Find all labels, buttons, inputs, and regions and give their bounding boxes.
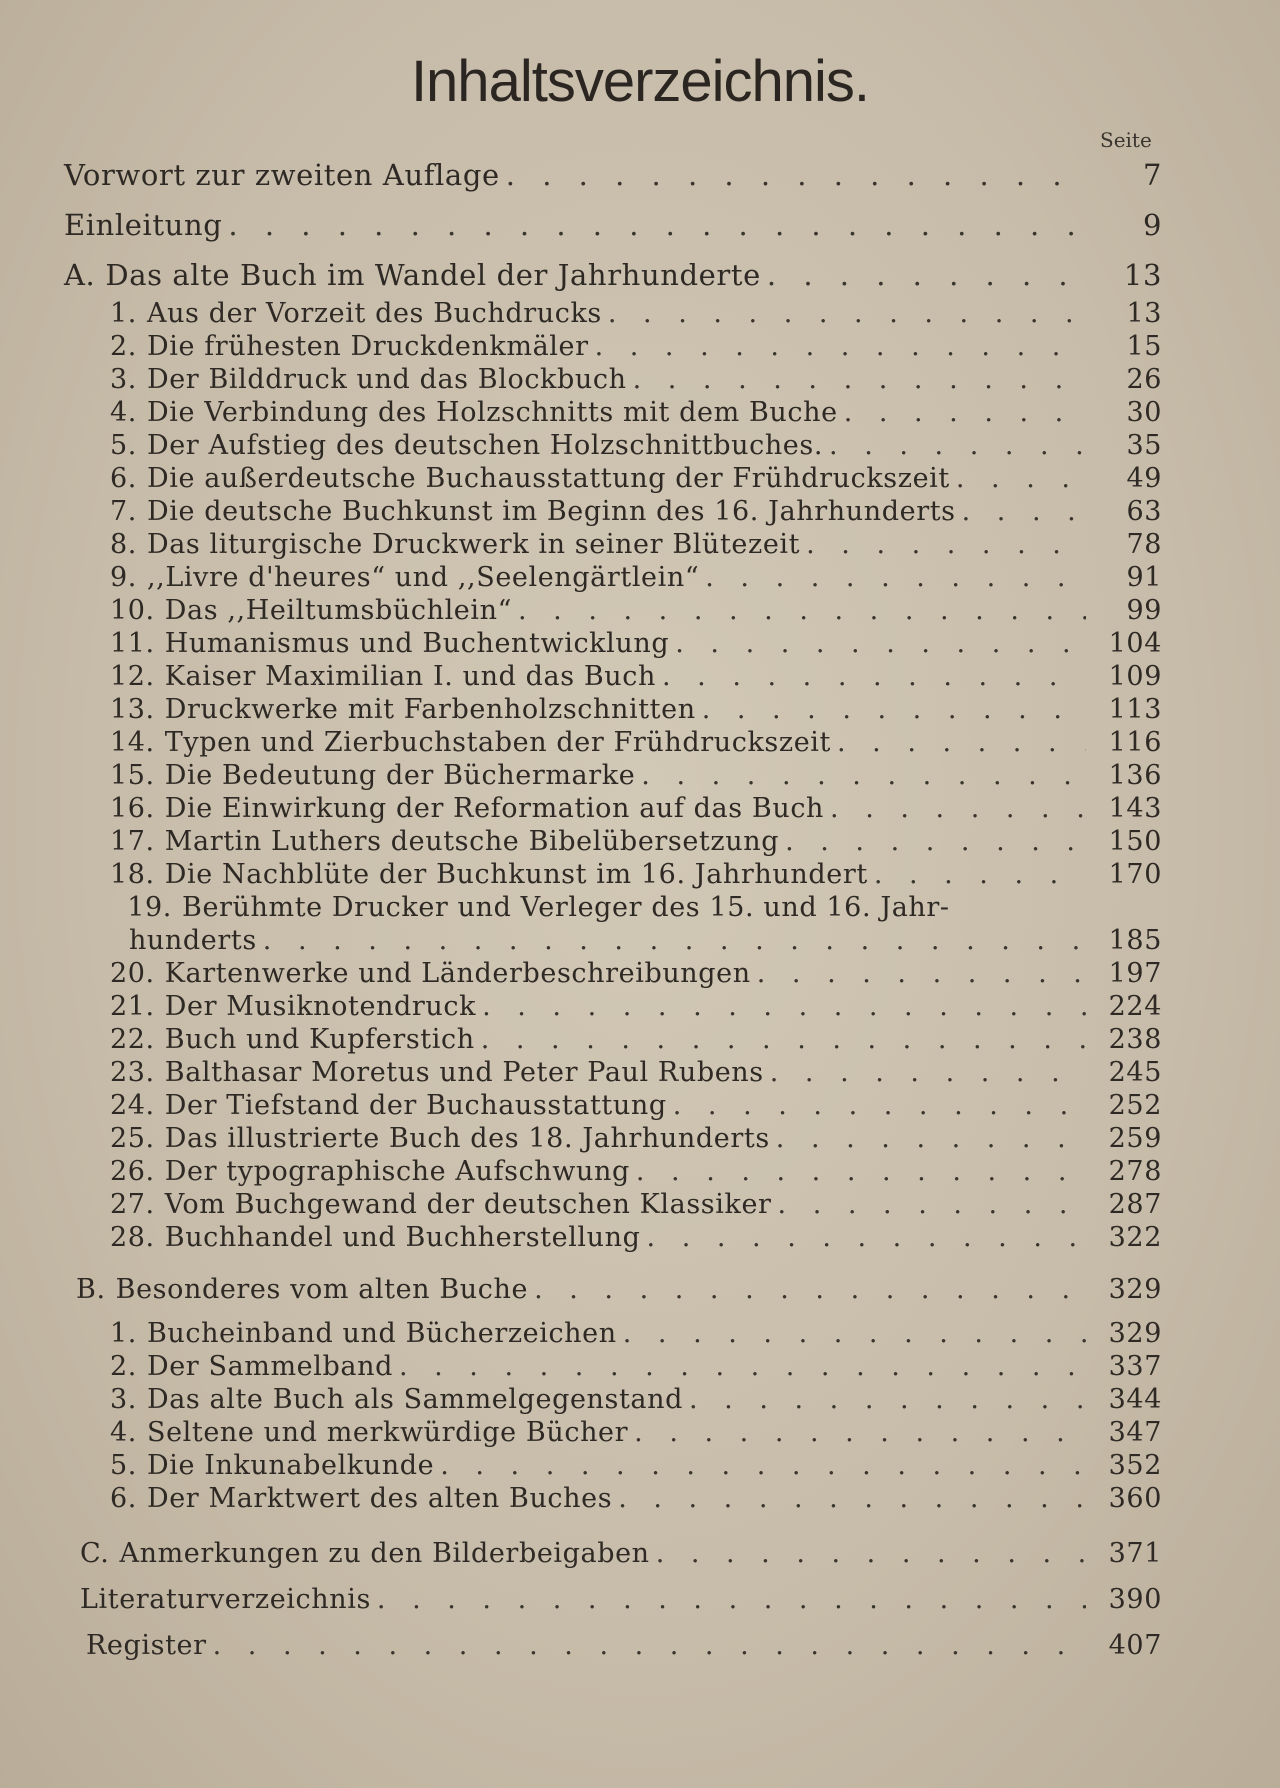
- toc-entry-label: Die Inkunabelkunde: [146, 1450, 435, 1481]
- toc-entry-page: 329: [1108, 1274, 1162, 1305]
- toc-entry-number: 5.: [110, 1450, 137, 1481]
- leader-dots: [213, 1630, 1086, 1661]
- toc-entry: [110, 892, 1162, 923]
- toc-entry-page: 35: [1126, 430, 1162, 461]
- toc-section: [64, 258, 1162, 292]
- toc-entry-label: Buch und Kupferstich: [164, 1024, 475, 1055]
- toc-entry-number: 19.: [127, 892, 172, 923]
- toc-entry-page: 224: [1108, 991, 1162, 1022]
- leader-dots: [956, 463, 1086, 494]
- toc-entry-page: 143: [1108, 793, 1162, 824]
- toc-entry-label: Das illustrierte Buch des 18. Jahrhunderts: [164, 1123, 770, 1154]
- toc-entry-number: 23.: [110, 1057, 155, 1088]
- toc-entry: [110, 1222, 1162, 1253]
- toc-entry-number: 2.: [110, 331, 137, 362]
- leader-dots: [481, 1024, 1086, 1055]
- toc-entry-label: Vorwort zur zweiten Auflage: [64, 158, 500, 192]
- leader-dots: [263, 925, 1086, 956]
- toc-entry: [110, 1417, 1162, 1448]
- toc-entry-label: Die Nachblüte der Buchkunst im 16. Jahrhundert: [164, 859, 868, 890]
- leader-dots: [757, 958, 1086, 989]
- toc-entry-page: 259: [1108, 1123, 1162, 1154]
- toc-entry-page: 238: [1108, 1024, 1162, 1055]
- toc-entry-number: 22.: [110, 1024, 155, 1055]
- toc-entry-number: 9.: [110, 562, 137, 593]
- toc-entry-page: 91: [1126, 562, 1162, 593]
- toc-entry-label: Das alte Buch im Wandel der Jahrhunderte: [105, 258, 761, 292]
- toc-entry-label: Literaturverzeichnis: [80, 1584, 371, 1615]
- leader-dots: [506, 158, 1086, 192]
- toc-entry-number: 21.: [110, 991, 155, 1022]
- toc-entry-label: Der Aufstieg des deutschen Holzschnittbuches.: [146, 430, 824, 461]
- leader-dots: [518, 595, 1086, 626]
- toc-entry: [110, 958, 1162, 989]
- leader-dots: [636, 1156, 1086, 1187]
- toc-entry: [110, 397, 1162, 428]
- page-title: Inhaltsverzeichnis.: [410, 49, 870, 114]
- toc-entry: [110, 1450, 1162, 1481]
- toc-entry-page: 113: [1108, 694, 1162, 725]
- leader-dots: [534, 1274, 1086, 1305]
- toc-entry-number: 26.: [110, 1156, 155, 1187]
- toc-entry-number: 4.: [110, 397, 137, 428]
- toc-entry: [110, 1024, 1162, 1055]
- toc-entry-label: Humanismus und Buchentwicklung: [164, 628, 670, 659]
- toc-entry: [110, 628, 1162, 659]
- toc-entry: [86, 1630, 1162, 1661]
- leader-dots: [377, 1584, 1086, 1615]
- toc-entry-label: Die Einwirkung der Reformation auf das Buch: [164, 793, 825, 824]
- toc-entry-page: 347: [1108, 1417, 1162, 1448]
- leader-dots: [689, 1384, 1086, 1415]
- toc-entry-page: 30: [1126, 397, 1162, 428]
- toc-entry-label: Einleitung: [64, 208, 223, 242]
- toc-entry-number: 15.: [110, 760, 155, 791]
- leader-dots: [608, 298, 1086, 329]
- toc-entry-label: Der Tiefstand der Buchausstattung: [164, 1090, 667, 1121]
- toc-entry-number: 27.: [110, 1189, 155, 1220]
- toc-entry: [110, 1057, 1162, 1088]
- toc-entry-label: Die Verbindung des Holzschnitts mit dem Buche: [146, 397, 838, 428]
- toc-entry-label: Die frühesten Druckdenkmäler: [146, 331, 589, 362]
- toc-entry-page: 170: [1108, 859, 1162, 890]
- leader-dots: [633, 364, 1086, 395]
- toc-entry-page: 15: [1126, 331, 1162, 362]
- toc-entry-page: 322: [1108, 1222, 1162, 1253]
- toc-entry-number: 12.: [110, 661, 155, 692]
- leader-dots: [634, 1417, 1086, 1448]
- toc-entry-label: Balthasar Moretus und Peter Paul Rubens: [164, 1057, 764, 1088]
- toc-entry-label: Register: [86, 1630, 207, 1661]
- toc-entry-label: Druckwerke mit Farbenholzschnitten: [164, 694, 696, 725]
- toc-entry: [110, 496, 1162, 527]
- toc-entry-label: Der typographische Aufschwung: [164, 1156, 630, 1187]
- toc-entry-page: 352: [1108, 1450, 1162, 1481]
- toc-entry: [110, 331, 1162, 362]
- toc-entry-number: 18.: [110, 859, 155, 890]
- toc-entry-page: 104: [1108, 628, 1162, 659]
- toc-section: [80, 1538, 1162, 1569]
- toc-entry: [110, 1090, 1162, 1121]
- toc-entry-number: 3.: [110, 1384, 137, 1415]
- toc-entry-page: 78: [1126, 529, 1162, 560]
- toc-entry-page: 99: [1126, 595, 1162, 626]
- toc-entry-label: Der Musiknotendruck: [164, 991, 477, 1022]
- leader-dots: [656, 1538, 1086, 1569]
- leader-dots: [705, 562, 1086, 593]
- leader-dots: [641, 760, 1086, 791]
- leader-dots: [962, 496, 1086, 527]
- toc-entry: [110, 826, 1162, 857]
- toc-entry-number: 11.: [110, 628, 155, 659]
- toc-entry-number: 6.: [110, 1483, 137, 1514]
- toc-entry-number: 28.: [110, 1222, 155, 1253]
- toc-entry: [110, 760, 1162, 791]
- toc-entry-number: 24.: [110, 1090, 155, 1121]
- toc-entry-label: Die außerdeutsche Buchausstattung der Frühdruckszeit: [146, 463, 950, 494]
- toc-entry-number: 8.: [110, 529, 137, 560]
- toc-entry-label: Bucheinband und Bücherzeichen: [146, 1318, 617, 1349]
- toc-entry-label: Die Bedeutung der Büchermarke: [164, 760, 636, 791]
- toc-entry-label: Besonderes vom alten Buche: [115, 1274, 529, 1305]
- toc-entry: [110, 1189, 1162, 1220]
- toc-entry-number: 17.: [110, 826, 155, 857]
- toc-section-letter: A.: [64, 258, 96, 292]
- toc-entry-label: Die deutsche Buchkunst im Beginn des 16. Jahrhunderts: [146, 496, 956, 527]
- toc-entry-label: Typen und Zierbuchstaben der Frühdruckszeit: [164, 727, 831, 758]
- toc-entry: [110, 1351, 1162, 1382]
- toc-section-letter: B.: [76, 1274, 106, 1305]
- toc-entry-page: 63: [1126, 496, 1162, 527]
- leader-dots: [399, 1351, 1086, 1382]
- toc-entry-label: Kaiser Maximilian I. und das Buch: [164, 661, 656, 692]
- toc-entry: [110, 1156, 1162, 1187]
- leader-dots: [844, 397, 1086, 428]
- toc-entry-page: 287: [1108, 1189, 1162, 1220]
- leader-dots: [228, 208, 1086, 242]
- toc-entry-page: 185: [1108, 925, 1162, 956]
- toc-entry: [110, 991, 1162, 1022]
- toc-entry-number: 1.: [110, 298, 137, 329]
- toc-entry-label: Das liturgische Druckwerk in seiner Blütezeit: [146, 529, 801, 560]
- toc-entry: [110, 859, 1162, 890]
- toc-entry: [110, 529, 1162, 560]
- toc-entry-number: 10.: [110, 595, 155, 626]
- leader-dots: [874, 859, 1086, 890]
- toc-section: [76, 1274, 1162, 1305]
- toc-entry-page: 390: [1108, 1584, 1162, 1615]
- toc-entry: [110, 1318, 1162, 1349]
- toc-entry-label: Der Marktwert des alten Buches: [146, 1483, 613, 1514]
- toc-entry-number: 3.: [110, 364, 137, 395]
- toc-entry-label: Das alte Buch als Sammelgegenstand: [146, 1384, 683, 1415]
- leader-dots: [776, 1123, 1086, 1154]
- toc-entry: [110, 364, 1162, 395]
- toc-entry: [80, 1584, 1162, 1615]
- toc-entry-page: 337: [1108, 1351, 1162, 1382]
- toc-entry-label: Anmerkungen zu den Bilderbeigaben: [119, 1538, 650, 1569]
- toc-entry: [64, 208, 1162, 242]
- toc-entry-label: Martin Luthers deutsche Bibelübersetzung: [164, 826, 780, 857]
- toc-entry-page: 13: [1126, 298, 1162, 329]
- toc-entry-page: 329: [1108, 1318, 1162, 1349]
- toc-entry-label: Kartenwerke und Länderbeschreibungen: [164, 958, 751, 989]
- leader-dots: [830, 793, 1086, 824]
- toc-entry-label: Vom Buchgewand der deutschen Klassiker: [164, 1189, 772, 1220]
- toc-entry: [110, 727, 1162, 758]
- toc-entry-page: 197: [1108, 958, 1162, 989]
- toc-entry: [110, 430, 1162, 461]
- toc-entry-number: 20.: [110, 958, 155, 989]
- toc-entry-number: 7.: [110, 496, 137, 527]
- toc-entry-number: 1.: [110, 1318, 137, 1349]
- toc-entry-page: 13: [1123, 258, 1162, 292]
- toc-entry-page: 245: [1108, 1057, 1162, 1088]
- toc-entry: [110, 1123, 1162, 1154]
- toc-entry-label: Der Sammelband: [146, 1351, 393, 1382]
- toc-entry-page: 109: [1108, 661, 1162, 692]
- leader-dots: [770, 1057, 1086, 1088]
- toc-entry-page: 49: [1126, 463, 1162, 494]
- toc-entry-page: 116: [1108, 727, 1162, 758]
- leader-dots: [806, 529, 1086, 560]
- toc-entry-continuation: [110, 925, 1162, 956]
- leader-dots: [440, 1450, 1086, 1481]
- toc-entry-page: 9: [1142, 208, 1162, 242]
- toc-entry: [110, 1384, 1162, 1415]
- toc-entry-number: 16.: [110, 793, 155, 824]
- toc-entry-number: 6.: [110, 463, 137, 494]
- leader-dots: [482, 991, 1086, 1022]
- toc-entry: [110, 595, 1162, 626]
- toc-entry-number: 25.: [110, 1123, 155, 1154]
- leader-dots: [618, 1483, 1086, 1514]
- toc-entry: [110, 694, 1162, 725]
- leader-dots: [647, 1222, 1086, 1253]
- toc-section-letter: C.: [80, 1538, 110, 1569]
- toc-entry-label: Der Bilddruck und das Blockbuch: [146, 364, 627, 395]
- toc-entry-page: 7: [1142, 158, 1162, 192]
- toc-entry-page: 360: [1108, 1483, 1162, 1514]
- toc-entry: [110, 661, 1162, 692]
- leader-dots: [673, 1090, 1086, 1121]
- toc-entry-label: Berühmte Drucker und Verleger des 15. und 16. Jahr-: [182, 892, 950, 923]
- toc-entry-number: 14.: [110, 727, 155, 758]
- toc-entry: [110, 298, 1162, 329]
- leader-dots: [829, 430, 1086, 461]
- toc-entry-label: ,,Livre d'heures“ und ,,Seelengärtlein“: [146, 562, 700, 593]
- page-column-header: Seite: [1100, 128, 1152, 152]
- toc-entry-label: Seltene und merkwürdige Bücher: [146, 1417, 629, 1448]
- toc-entry-label: Buchhandel und Buchherstellung: [164, 1222, 641, 1253]
- toc-entry-label: Aus der Vorzeit des Buchdrucks: [146, 298, 602, 329]
- toc-entry-number: 5.: [110, 430, 137, 461]
- leader-dots: [702, 694, 1086, 725]
- toc-entry-page: 252: [1108, 1090, 1162, 1121]
- toc-entry: [110, 1483, 1162, 1514]
- leader-dots: [595, 331, 1086, 362]
- toc-entry: [110, 562, 1162, 593]
- leader-dots: [675, 628, 1086, 659]
- leader-dots: [662, 661, 1086, 692]
- leader-dots: [785, 826, 1086, 857]
- toc-entry: [64, 158, 1162, 192]
- leader-dots: [767, 258, 1086, 292]
- toc-entry-label: hunderts: [128, 925, 257, 956]
- toc-entry-number: 2.: [110, 1351, 137, 1382]
- toc-entry-page: 136: [1108, 760, 1162, 791]
- leader-dots: [837, 727, 1086, 758]
- toc-entry-page: 407: [1108, 1630, 1162, 1661]
- leader-dots: [778, 1189, 1086, 1220]
- toc-entry: [110, 793, 1162, 824]
- leader-dots: [623, 1318, 1086, 1349]
- toc-entry-page: 344: [1108, 1384, 1162, 1415]
- toc-entry-label: Das ,,Heiltumsbüchlein“: [164, 595, 513, 626]
- toc-entry-page: 150: [1108, 826, 1162, 857]
- toc-entry: [110, 463, 1162, 494]
- toc-entry-page: 26: [1126, 364, 1162, 395]
- toc-entry-number: 13.: [110, 694, 155, 725]
- toc-entry-page: 278: [1108, 1156, 1162, 1187]
- toc-entry-number: 4.: [110, 1417, 137, 1448]
- toc-entry-page: 371: [1108, 1538, 1162, 1569]
